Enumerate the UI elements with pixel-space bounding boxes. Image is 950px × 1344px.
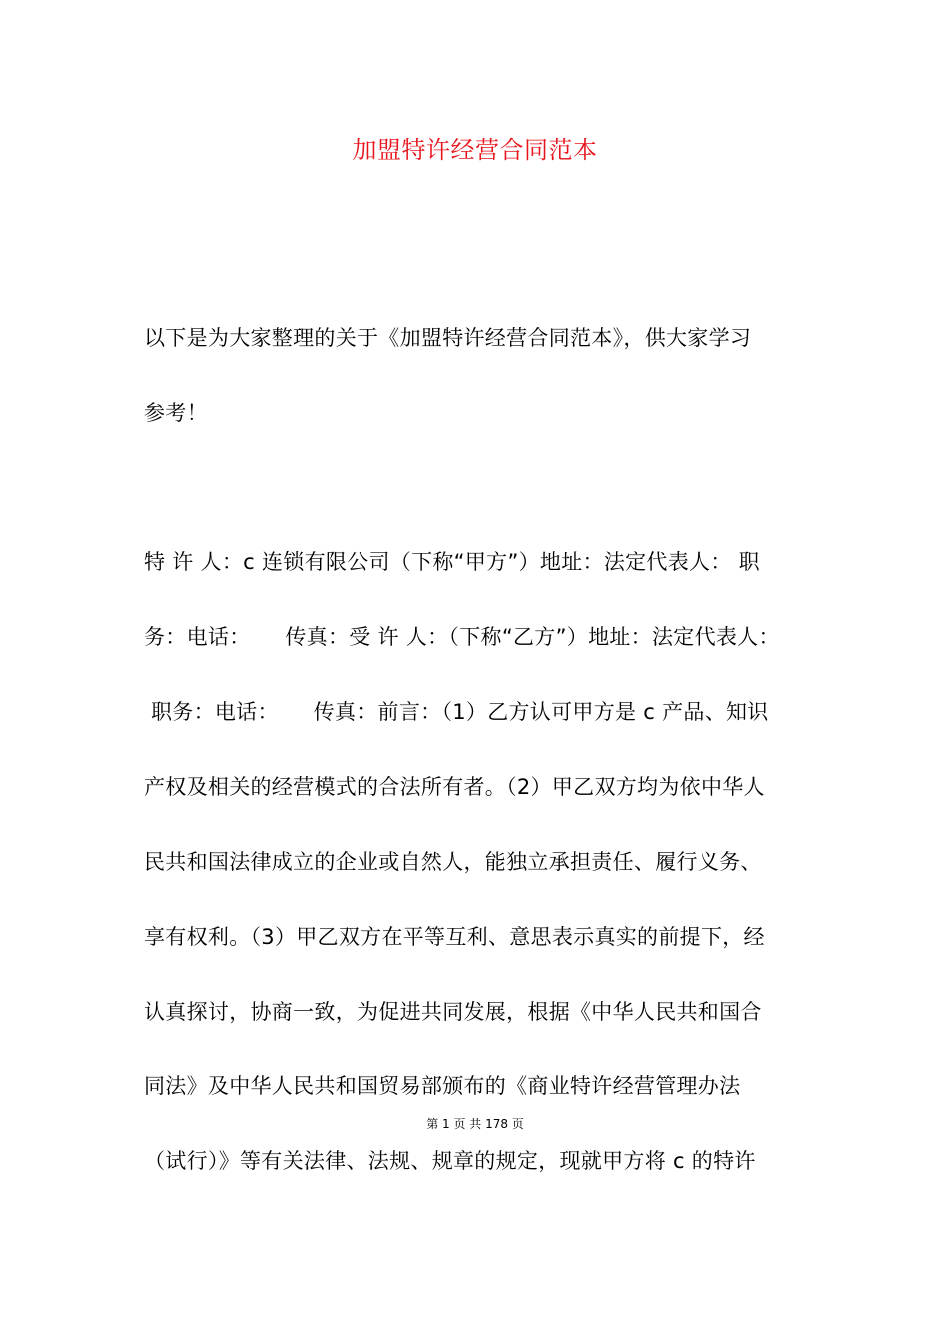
body-line: 职务：电话： 传真：前言：（1）乙方认可甲方是 c 产品、知识 <box>144 700 769 724</box>
page-number-footer: 第 1 页 共 178 页 <box>426 1117 524 1131</box>
body-line: 产权及相关的经营模式的合法所有者。（2）甲乙双方均为依中华人 <box>144 775 765 799</box>
body-line: 特 许 人：c 连锁有限公司（下称“甲方”）地址：法定代表人： 职 <box>144 550 760 574</box>
body-line: 同法》及中华人民共和国贸易部颁布的《商业特许经营管理办法 <box>144 1074 741 1098</box>
intro-line: 以下是为大家整理的关于《加盟特许经营合同范本》，供大家学习 <box>144 326 752 350</box>
document-title: 加盟特许经营合同范本 <box>352 136 598 164</box>
body-line: 务：电话： 传真：受 许 人：（下称“乙方”）地址：法定代表人： <box>144 625 780 649</box>
body-line: （试行）》等有关法律、法规、规章的规定，现就甲方将 c 的特许 <box>144 1149 756 1173</box>
body-line: 享有权利。（3）甲乙双方在平等互利、意思表示真实的前提下，经 <box>144 925 765 949</box>
body-line: 认真探讨，协商一致，为促进共同发展，根据《中华人民共和国合 <box>144 1000 762 1024</box>
body-line: 民共和国法律成立的企业或自然人，能独立承担责任、履行义务、 <box>144 850 762 874</box>
intro-line: 参考！ <box>144 401 208 425</box>
